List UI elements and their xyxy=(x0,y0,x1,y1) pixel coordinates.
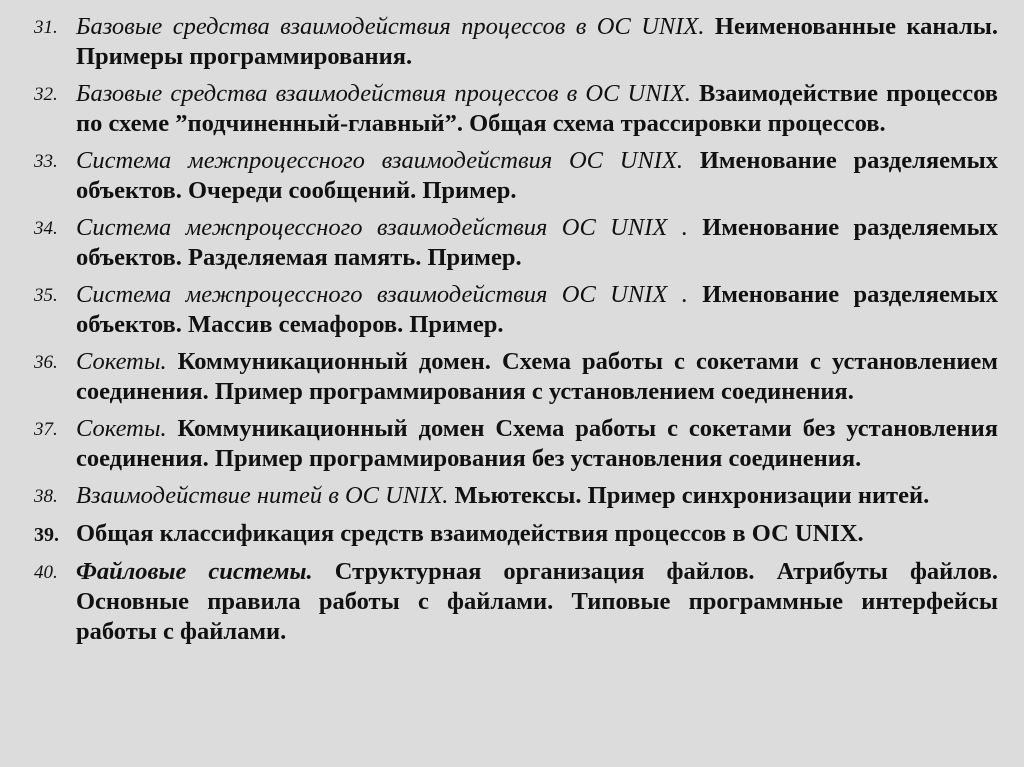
list-item xyxy=(34,414,998,474)
item-number: 39. xyxy=(34,524,59,546)
item-topic: Сокеты. xyxy=(76,348,167,375)
item-details: Общая классификация средств взаимодействия процессов в ОС UNIX. xyxy=(76,520,864,547)
item-details: Структурная организация файлов. Атрибуты файлов. Основные правила работы с файлами. Типовые программные интерфейсы работы с файлами. xyxy=(76,558,999,645)
item-topic: Взаимодействие нитей в ОС UNIX. xyxy=(76,482,449,509)
item-topic: Система межпроцессного взаимодействия ОС UNIX. xyxy=(76,147,684,174)
list-item xyxy=(34,481,998,512)
item-text xyxy=(76,557,998,647)
item-text xyxy=(76,414,998,474)
item-number: 31. xyxy=(34,17,58,38)
item-text xyxy=(76,347,998,407)
item-number: 36. xyxy=(34,352,58,373)
item-text xyxy=(76,79,998,139)
item-number: 38. xyxy=(34,486,58,507)
item-details: Неименованные каналы. Примеры программирования. xyxy=(76,13,998,70)
item-number: 32. xyxy=(34,84,58,105)
item-number: 33. xyxy=(34,151,58,172)
item-topic: Сокеты. xyxy=(76,415,167,442)
item-text xyxy=(76,213,998,273)
item-number: 35. xyxy=(34,285,58,306)
list-item xyxy=(34,146,998,206)
item-topic: Базовые средства взаимодействия процессов в ОС UNIX. xyxy=(76,80,691,107)
item-details: Мьютексы. Пример синхронизации нитей. xyxy=(454,482,930,509)
item-text xyxy=(76,12,998,72)
item-details: Именование разделяемых объектов. Массив семафоров. Пример. xyxy=(76,281,998,338)
item-number: 40. xyxy=(34,562,58,583)
item-number: 37. xyxy=(34,419,58,440)
item-topic: Базовые средства взаимодействия процессов в ОС UNIX. xyxy=(76,13,705,40)
list-item xyxy=(34,79,998,139)
item-topic: Файловые системы. xyxy=(76,558,313,585)
item-details: Коммуникационный домен. Схема работы с сокетами с установлением соединения. Пример программирования с установлением соединения. xyxy=(76,348,998,405)
item-text xyxy=(76,146,998,206)
item-topic: Система межпроцессного взаимодействия ОС UNIX . xyxy=(76,281,688,308)
item-details: Именование разделяемых объектов. Разделяемая память. Пример. xyxy=(76,214,998,271)
list-item xyxy=(34,519,998,550)
topic-list xyxy=(34,12,998,647)
list-item xyxy=(34,557,998,647)
list-item xyxy=(34,12,998,72)
item-text xyxy=(76,519,998,549)
item-number: 34. xyxy=(34,218,58,239)
item-details: Коммуникационный домен Схема работы с сокетами без установления соединения. Пример программирования без установления соединения. xyxy=(76,415,999,472)
item-details: Именование разделяемых объектов. Очереди сообщений. Пример. xyxy=(76,147,999,204)
item-topic: Система межпроцессного взаимодействия ОС UNIX . xyxy=(76,214,688,241)
list-item xyxy=(34,347,998,407)
item-text xyxy=(76,481,998,511)
item-details: Взаимодействие процессов по схеме ”подчиненный-главный”. Общая схема трассировки процессов. xyxy=(76,80,999,137)
list-item xyxy=(34,213,998,273)
item-text xyxy=(76,280,998,340)
list-item xyxy=(34,280,998,340)
